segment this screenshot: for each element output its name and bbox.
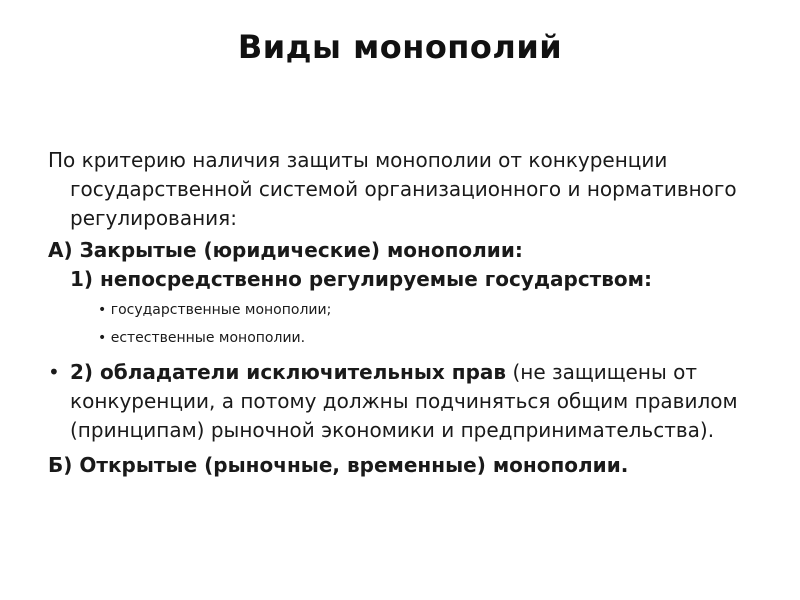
subpoint-1-list: [48, 296, 768, 352]
section-a-heading: А) Закрытые (юридические) монополии:: [48, 238, 523, 262]
point-2-bold-text: 2) обладатели исключительных прав: [70, 360, 507, 384]
bullet-icon: •: [48, 360, 60, 384]
list-item-natural-monopolies: • естественные монополии.: [98, 330, 306, 346]
slide-title: Виды монополий: [237, 28, 563, 66]
point-2-normal-text: (не защищены от конкуренции, а потому должны подчиняться общим правилом (принципам) рыночной экономики и предпринимательства).: [70, 360, 738, 442]
list-item-state-monopolies: • государственные монополии;: [98, 302, 332, 318]
point-2-paragraph: [48, 358, 768, 445]
section-a-subpoint-1: 1) непосредственно регулируемые государством:: [70, 267, 653, 291]
section-b-heading: Б) Открытые (рыночные, временные) монополии.: [48, 453, 629, 477]
slide-content: [48, 146, 768, 480]
intro-paragraph: По критерию наличия защиты монополии от конкуренции государственной системой организационного и нормативного регулирования:: [48, 148, 737, 230]
